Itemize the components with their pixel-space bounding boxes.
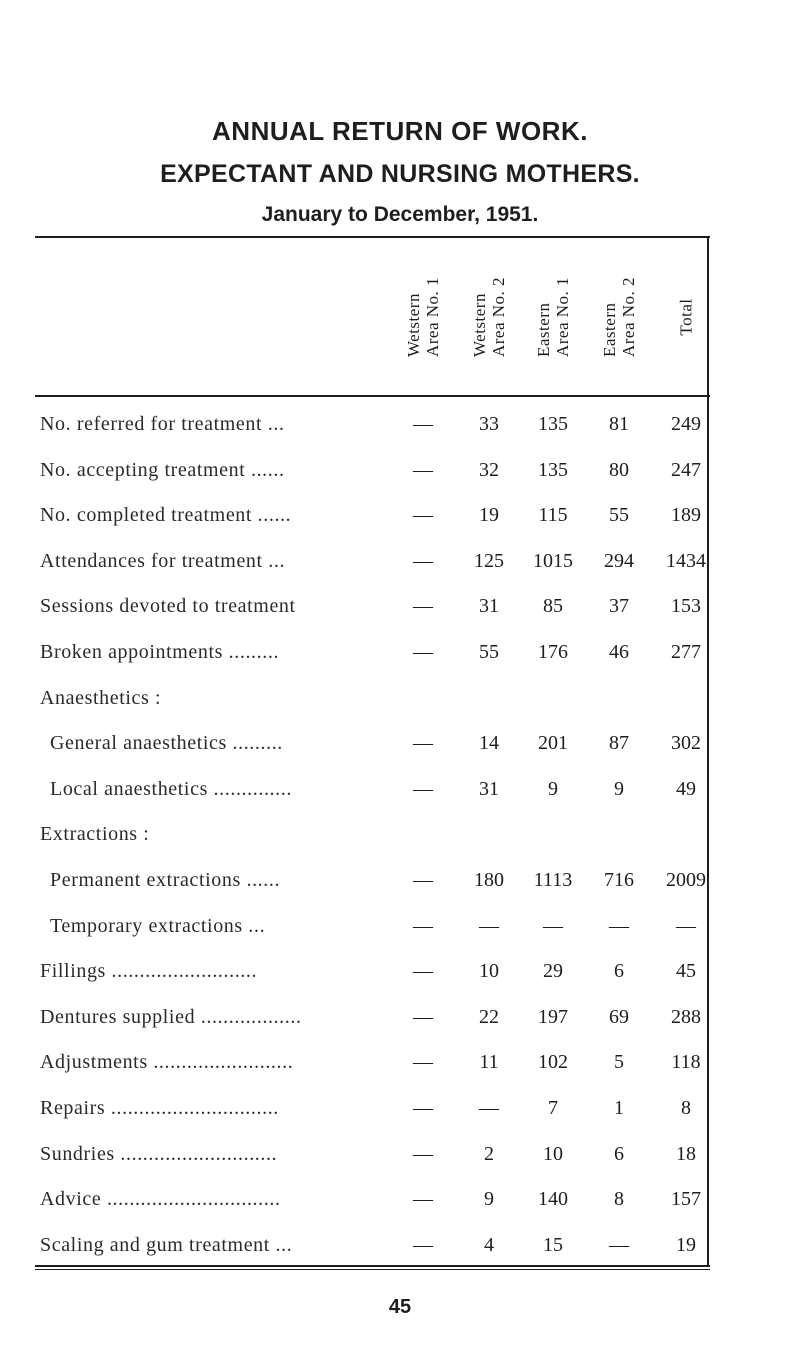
table-cell: —	[479, 915, 499, 937]
column-header	[391, 252, 455, 382]
column-header-line1: Wetstern	[470, 293, 489, 358]
table-row	[0, 550, 800, 580]
table-cell: 4	[484, 1234, 494, 1256]
table-cell: 9	[484, 1188, 494, 1210]
table-cell: 11	[479, 1051, 499, 1073]
column-header	[457, 252, 521, 382]
table-cell: 2	[484, 1143, 494, 1165]
table-cell: 49	[676, 778, 696, 800]
column-header-text	[600, 277, 638, 357]
table-cell: 33	[479, 413, 499, 435]
table-row	[0, 641, 800, 671]
column-header	[654, 252, 718, 382]
table-cell: —	[413, 869, 433, 891]
table-cell: 102	[538, 1051, 568, 1073]
row-label: No. referred for treatment ...	[40, 413, 285, 435]
table-cell: —	[413, 595, 433, 617]
table-cell: 294	[604, 550, 634, 572]
table-cell: 197	[538, 1006, 568, 1028]
table-cell: 140	[538, 1188, 568, 1210]
table-cell: —	[413, 1051, 433, 1073]
table-cell: 87	[609, 732, 629, 754]
table-cell: —	[413, 960, 433, 982]
column-header-text	[677, 298, 696, 335]
table-cell: 9	[548, 778, 558, 800]
table-cell: 31	[479, 778, 499, 800]
row-label: Fillings ..........................	[40, 960, 258, 982]
page-number: 45	[388, 1296, 412, 1318]
column-header-line2: Area No. 1	[423, 276, 442, 358]
table-row	[0, 732, 800, 762]
table-cell: —	[413, 1234, 433, 1256]
column-header	[587, 252, 651, 382]
column-header-text	[404, 277, 442, 357]
table-cell: 118	[671, 1051, 701, 1073]
table-cell: 85	[543, 595, 563, 617]
table-cell: 302	[671, 732, 701, 754]
column-header-line1: Eastern	[534, 302, 553, 358]
table-cell: 2009	[666, 869, 706, 891]
table-top-rule	[35, 236, 710, 238]
table-cell: —	[413, 778, 433, 800]
row-label: Extractions :	[40, 823, 150, 845]
table-cell: 81	[609, 413, 629, 435]
table-row	[0, 1097, 800, 1127]
table-cell: 125	[474, 550, 504, 572]
row-label: Repairs ..............................	[40, 1097, 279, 1119]
column-header-line1: Total	[676, 298, 696, 336]
table-cell: 55	[609, 504, 629, 526]
table-cell: 135	[538, 459, 568, 481]
table-cell: 22	[479, 1006, 499, 1028]
table-cell: 55	[479, 641, 499, 663]
table-row	[0, 687, 800, 717]
table-cell: 6	[614, 960, 624, 982]
row-label: Scaling and gum treatment ...	[40, 1234, 293, 1256]
row-label: Advice ...............................	[40, 1188, 281, 1210]
column-header-text	[534, 277, 572, 357]
row-label: Broken appointments .........	[40, 641, 280, 663]
table-cell: —	[413, 413, 433, 435]
table-cell: 1	[614, 1097, 624, 1119]
column-header-line2: Area No. 1	[553, 276, 572, 358]
table-cell: 14	[479, 732, 499, 754]
table-cell: 115	[538, 504, 568, 526]
table-cell: 10	[543, 1143, 563, 1165]
row-label: Dentures supplied ..................	[40, 1006, 302, 1028]
table-cell: 8	[681, 1097, 691, 1119]
table-cell: 45	[676, 960, 696, 982]
table-cell: —	[676, 915, 696, 937]
table-row	[0, 778, 800, 808]
row-label: No. accepting treatment ......	[40, 459, 285, 481]
table-row	[0, 823, 800, 853]
row-label: Attendances for treatment ...	[40, 550, 286, 572]
table-cell: —	[413, 459, 433, 481]
table-cell: 6	[614, 1143, 624, 1165]
table-bottom-rule	[35, 1265, 710, 1267]
table-cell: 7	[548, 1097, 558, 1119]
table-cell: 153	[671, 595, 701, 617]
table-cell: 157	[671, 1188, 701, 1210]
table-cell: —	[413, 915, 433, 937]
column-header-line1: Eastern	[600, 302, 619, 358]
table-cell: 19	[479, 504, 499, 526]
table-cell: 176	[538, 641, 568, 663]
header-bottom-rule	[35, 395, 710, 397]
table-cell: 9	[614, 778, 624, 800]
table-cell: 29	[543, 960, 563, 982]
row-label: Sessions devoted to treatment	[40, 595, 296, 617]
table-row	[0, 595, 800, 625]
table-cell: —	[413, 1143, 433, 1165]
table-row	[0, 413, 800, 443]
table-cell: 1015	[533, 550, 573, 572]
row-label: Temporary extractions ...	[50, 915, 266, 937]
table-cell: —	[413, 550, 433, 572]
row-label: Anaesthetics :	[40, 687, 162, 709]
table-cell: —	[413, 732, 433, 754]
table-row	[0, 1234, 800, 1264]
table-cell: 1434	[666, 550, 706, 572]
column-header-line2: Area No. 2	[489, 276, 508, 358]
table-cell: 80	[609, 459, 629, 481]
table-cell: 31	[479, 595, 499, 617]
table-cell: —	[543, 915, 563, 937]
table-cell: 277	[671, 641, 701, 663]
table-row	[0, 869, 800, 899]
table-row	[0, 960, 800, 990]
table-cell: 19	[676, 1234, 696, 1256]
table-cell: 18	[676, 1143, 696, 1165]
report-period: January to December, 1951.	[261, 203, 539, 226]
table-cell: 32	[479, 459, 499, 481]
table-row	[0, 504, 800, 534]
table-row	[0, 459, 800, 489]
table-cell: 249	[671, 413, 701, 435]
table-row	[0, 1006, 800, 1036]
table-cell: 8	[614, 1188, 624, 1210]
table-cell: 1113	[533, 869, 573, 891]
row-label: Local anaesthetics ..............	[50, 778, 292, 800]
table-row	[0, 915, 800, 945]
row-label: No. completed treatment ......	[40, 504, 292, 526]
table-cell: —	[413, 1006, 433, 1028]
table-cell: 37	[609, 595, 629, 617]
table-cell: —	[609, 1234, 629, 1256]
table-cell: —	[479, 1097, 499, 1119]
row-label: Adjustments .........................	[40, 1051, 294, 1073]
table-cell: 5	[614, 1051, 624, 1073]
table-cell: 201	[538, 732, 568, 754]
table-cell: —	[413, 1097, 433, 1119]
table-bottom-rule-2	[35, 1269, 710, 1270]
table-cell: —	[609, 915, 629, 937]
table-cell: 15	[543, 1234, 563, 1256]
row-label: Permanent extractions ......	[50, 869, 281, 891]
report-title: ANNUAL RETURN OF WORK.	[212, 116, 588, 146]
table-cell: 716	[604, 869, 634, 891]
column-header-text	[470, 277, 508, 357]
table-cell: 189	[671, 504, 701, 526]
column-header-line1: Wetstern	[404, 293, 423, 358]
table-cell: 180	[474, 869, 504, 891]
row-label: Sundries ............................	[40, 1143, 278, 1165]
table-cell: 247	[671, 459, 701, 481]
table-cell: —	[413, 1188, 433, 1210]
table-cell: —	[413, 641, 433, 663]
table-cell: 69	[609, 1006, 629, 1028]
table-cell: —	[413, 504, 433, 526]
column-header-line2: Area No. 2	[619, 276, 638, 358]
table-row	[0, 1188, 800, 1218]
table-cell: 10	[479, 960, 499, 982]
report-subtitle: EXPECTANT AND NURSING MOTHERS.	[160, 160, 640, 188]
table-cell: 135	[538, 413, 568, 435]
column-header	[521, 252, 585, 382]
row-label: General anaesthetics .........	[50, 732, 283, 754]
table-cell: 288	[671, 1006, 701, 1028]
table-cell: 46	[609, 641, 629, 663]
table-row	[0, 1143, 800, 1173]
table-row	[0, 1051, 800, 1081]
